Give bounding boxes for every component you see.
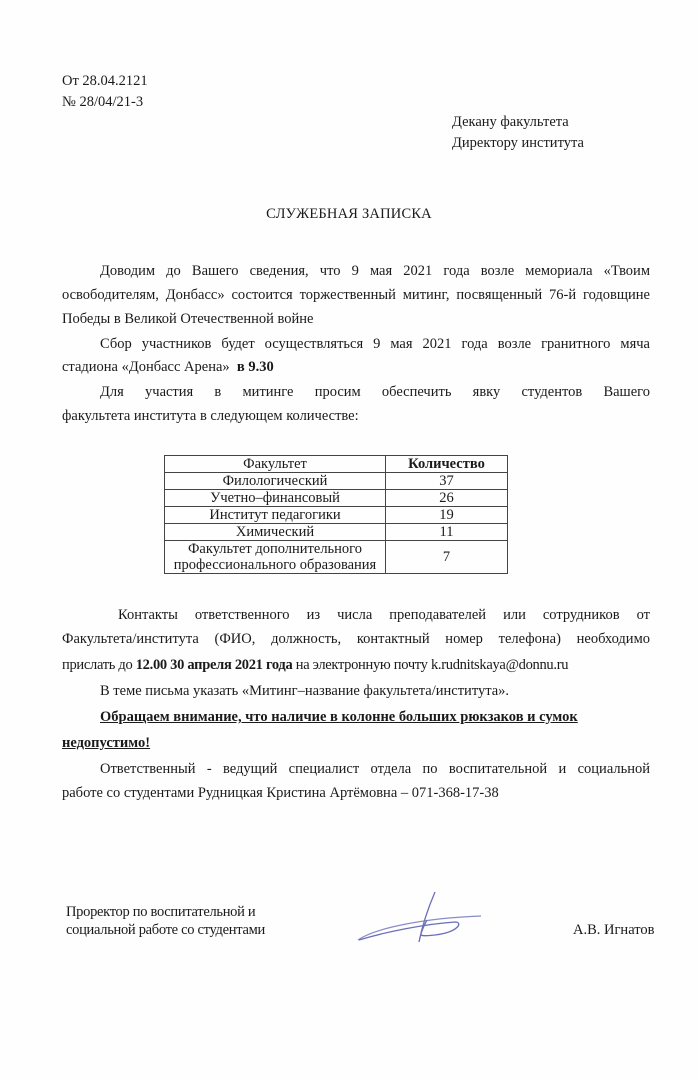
signature-stroke <box>358 916 481 940</box>
warning-line1: Обращаем внимание, что наличие в колонне больших рюкзаков и сумок <box>100 709 578 725</box>
p7-line2: работе со студентами Рудницкая Кристина Артёмовна – 071-368-17-38 <box>62 785 499 801</box>
faculty-name: Филологический <box>165 473 386 490</box>
table-row <box>165 490 508 507</box>
p1-line3: Победы в Великой Отечественной войне <box>62 311 314 327</box>
p4-send-text: прислать до <box>62 657 133 673</box>
p4-line2: Факультета/института (ФИО, должность, контактный номер телефона) необходимо <box>62 631 650 647</box>
faculty-name: Химический <box>165 524 386 541</box>
addressee-dean: Декану факультета <box>452 114 569 130</box>
signature-icon <box>355 888 485 948</box>
p1-line1: Доводим до Вашего сведения, что 9 мая 2021 года возле мемориала «Твоим <box>100 263 650 279</box>
addressee-director: Директору института <box>452 135 584 151</box>
p4-email-label: на электронную почту <box>295 657 428 673</box>
faculty-name <box>165 541 386 574</box>
faculty-count: 11 <box>386 524 508 541</box>
date-line: От 28.04.2121 <box>62 73 148 89</box>
contact-email[interactable]: k.rudnitskaya@donnu.ru <box>430 657 569 673</box>
p2-line2-text: стадиона «Донбасс Арена» <box>62 359 230 375</box>
faculty-count: 37 <box>386 473 508 490</box>
p2-line1: Сбор участников будет осуществляться 9 мая 2021 года возле гранитного мяча <box>100 336 650 352</box>
signature-stroke <box>359 922 459 940</box>
p3-line2: факультета института в следующем количестве: <box>62 408 359 424</box>
faculty-name-line2: профессионального образования <box>173 557 377 573</box>
p4-deadline: 12.00 30 апреля 2021 года <box>135 657 293 673</box>
header-count: Количество <box>386 456 508 473</box>
faculty-name: Учетно–финансовый <box>165 490 386 507</box>
signature-stroke <box>419 892 435 942</box>
header-faculty: Факультет <box>165 456 386 473</box>
faculty-name: Институт педагогики <box>165 507 386 524</box>
faculty-count: 7 <box>386 541 508 574</box>
p3-line1: Для участия в митинге просим обеспечить явку студентов Вашего <box>100 384 650 400</box>
faculty-table <box>164 455 508 574</box>
table-header-row <box>165 456 508 473</box>
table-row <box>165 473 508 490</box>
table-row <box>165 524 508 541</box>
p1-line2: освободителям, Донбасс» состоится торжественный митинг, посвященный 76-й годовщине <box>62 287 650 303</box>
faculty-count: 19 <box>386 507 508 524</box>
faculty-count: 26 <box>386 490 508 507</box>
p5-line: В теме письма указать «Митинг–название факультета/института». <box>100 683 510 699</box>
document-number: № 28/04/21-3 <box>62 94 144 110</box>
document-title: СЛУЖЕБНАЯ ЗАПИСКА <box>266 206 432 222</box>
signer-name: А.В. Игнатов <box>573 922 655 938</box>
warning-line2: недопустимо! <box>62 735 151 751</box>
p2-line2 <box>62 358 274 376</box>
faculty-name-line1: Факультет дополнительного <box>187 541 363 557</box>
p4-line3 <box>62 656 568 674</box>
p2-time: в 9.30 <box>236 359 274 375</box>
p7-line1: Ответственный - ведущий специалист отдела по воспитательной и социальной <box>100 761 650 777</box>
signer-position-line1: Проректор по воспитательной и <box>66 904 256 920</box>
table-row <box>165 507 508 524</box>
table-row <box>165 541 508 574</box>
signer-position-line2: социальной работе со студентами <box>66 922 265 938</box>
p4-line1: Контакты ответственного из числа преподавателей или сотрудников от <box>118 607 650 623</box>
